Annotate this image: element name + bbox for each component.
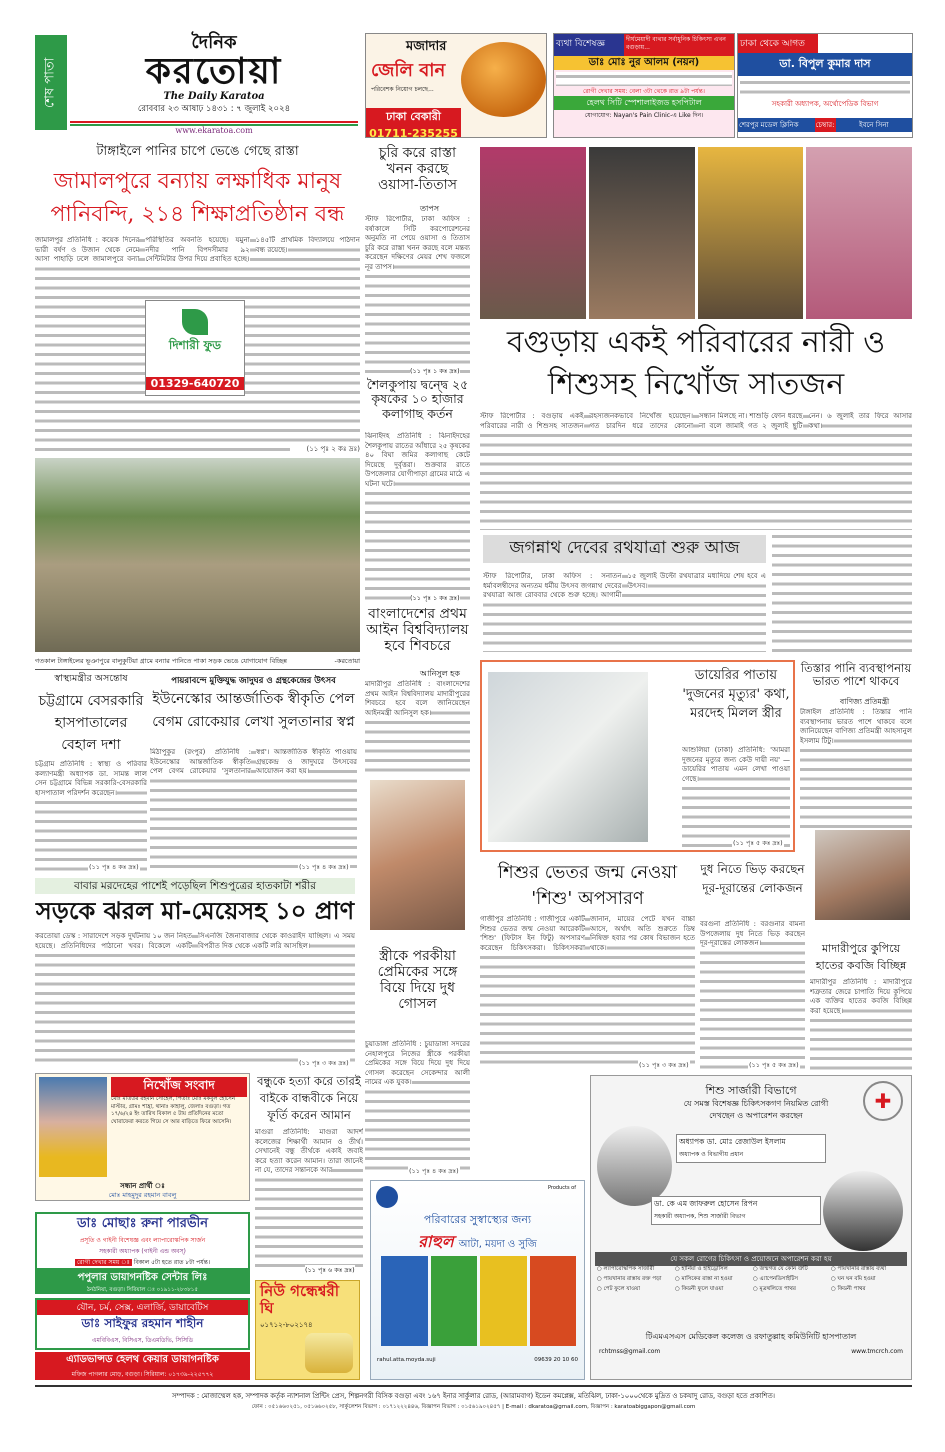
road-kicker: বাবার মরদেহের পাশেই পড়েছিল শিশুপুত্রের হাতকাটা শরীর bbox=[35, 878, 355, 894]
doctor-2-name: ডা. কে এম জাফরুল হোসেন রিপন bbox=[654, 1199, 758, 1208]
wasa-byline: তাপস bbox=[420, 204, 440, 213]
fetus-cont[interactable]: (১১ পৃঃ ৩ কঃ দ্রঃ) bbox=[639, 1061, 689, 1069]
ad-dr-saifur[interactable] bbox=[35, 1298, 250, 1350]
hospital-cont[interactable]: (১১ পৃঃ ৪ কঃ দ্রঃ) bbox=[89, 863, 139, 871]
ad-time-label: রোগী দেখার সময় ঃ bbox=[77, 1259, 130, 1266]
ad-phone: ০১৭১২-৮০২১৭৪ bbox=[260, 1321, 313, 1329]
ad-phone: 01329-640720 bbox=[146, 377, 244, 390]
ad-subtitle: যে সমস্ত বিশেষজ্ঞ চিকিৎসকগণ নিয়মিত রোগী দেখছেন ও অপারেশন করছেন bbox=[683, 1099, 829, 1120]
milkline-headline[interactable]: দুধ নিতে ভিড় করছেন দূর-দূরান্তের লোকজন bbox=[700, 862, 805, 895]
ad-seeker: সন্ধান প্রার্থী ঃ bbox=[120, 1182, 165, 1190]
diary-headline[interactable]: ডায়েরির পাতায় 'দুজনের মৃত্যুর' কথা, মরদেহ মিলল স্ত্রীর bbox=[682, 668, 790, 721]
teesta-body: টাঙ্গাইল প্রতিনিধি : তিস্তার পানি ব্যবস্থাপনায় ভারত পাশে থাকবে বলে জানিয়েছেন বাণিজ্য প্রতিমন্ত্রী আহসানুল ইসলাম টিটু। bbox=[800, 708, 912, 828]
ad-seeker-name: মোঃ মাহমুদুর রহমান বাবলু bbox=[108, 1191, 177, 1199]
product-packs-image bbox=[381, 1256, 576, 1346]
hospital-logo: ✚ bbox=[863, 1081, 903, 1121]
ad-dr-runa[interactable] bbox=[35, 1212, 250, 1270]
chamber-2: ইবনে সিনা bbox=[858, 121, 889, 129]
doctor-2-post: সহকারী অধ্যাপক, শিশু সার্জারী বিভাগ bbox=[654, 1213, 746, 1220]
masthead-date: রোববার ২৩ আষাঢ় ১৪৩১ : ৭ জুলাই ২০২৪ bbox=[137, 104, 291, 114]
diary-box bbox=[480, 660, 795, 852]
groom-photo bbox=[370, 780, 465, 930]
banana-body: ঝিনাইদহ প্রতিনিধি : ঝিনাইদহের শৈলকুপায় রাতের আঁধারে ২৫ কৃষকের ৪০ বিঘা জমির কলাগাছ কেটে দিয়েছে দুর্বৃত্তরা। শুক্রবার রাতে উপজেলার যোগীপাড়া গ্রামের মাঠে এ ঘটনা ঘটে। bbox=[365, 432, 470, 602]
ad-tag: যৌন, চর্ম, সেক্স, এলার্জি, ডায়াবেটিস bbox=[37, 1300, 248, 1315]
ad-tag: ব্যথা বিশেষজ্ঞ bbox=[554, 34, 624, 56]
photo-credit: -করতোয়া bbox=[334, 657, 360, 665]
doctor-2-photo bbox=[823, 1171, 903, 1251]
road-cont[interactable]: (১১ পৃঃ ৩ কঃ দ্রঃ) bbox=[299, 1059, 349, 1067]
bun-image bbox=[461, 42, 546, 117]
ad-dishari-food[interactable] bbox=[145, 300, 245, 396]
ad-contact: মফিজ পাগলার মোড়, বগুড়া। সিরিয়াল: ০১৭৩৯-২২৫৭৭২ bbox=[71, 1371, 214, 1378]
footer bbox=[35, 1385, 912, 1412]
disease-item: ○ ল্যাপারোস্কপিক সার্জারী bbox=[597, 1266, 655, 1272]
ad-doctor: ডাঃ সাইফুর রহমান শাহীন bbox=[81, 1316, 204, 1330]
ad-doctor: ডাঃ মোছাঃ রুনা পারভীন bbox=[76, 1216, 209, 1231]
ad-title: নিখোঁজ সংবাদ bbox=[111, 1077, 247, 1097]
lawuni-byline: আনিসুল হক bbox=[420, 669, 460, 678]
ad-brand: দিশারী ফুড bbox=[168, 338, 222, 352]
ad-jelly-bun[interactable] bbox=[365, 33, 547, 138]
ad-text: মোঃ মতিউর রহমান সোহেল, পিতাঃ মোঃ মকবুল হোসেন মাস্টার, গ্রামঃ শাহ্রা, থানাঃ কাহালু, জেলাঃ বগুড়া। গত ১৭/৬/২৪ ইং তারিখ বিকাল ৫ টায় প্রতিদিনের মতো ঘোরাফেরা করতে গিয়ে সে আর বাড়িতে ফিরে আসেনি। bbox=[111, 1096, 236, 1125]
rath-headline[interactable]: জগন্নাথ দেবের রথযাত্রা শুরু আজ bbox=[483, 535, 766, 563]
ad-time: বিকাল ৫টা হতে রাত ৮টা পর্যন্ত। bbox=[133, 1259, 210, 1266]
missing-headline[interactable]: বগুড়ায় একই পরিবারের নারী ও শিশুসহ নিখোঁজ সাতজন bbox=[506, 325, 886, 402]
madaripur-body: মাদারীপুর প্রতিনিধি : মাদারীপুরে শত্রুতার জেরে চাপাতি দিয়ে কুপিয়ে এক ব্যক্তির হাতের কবজি বিচ্ছিন্ন করা হয়েছে। bbox=[810, 978, 912, 1070]
fetus-headline[interactable]: শিশুর ভেতর জন্ম নেওয়া 'শিশু' অপসারণ bbox=[497, 862, 678, 909]
ad-missing-notice[interactable] bbox=[35, 1073, 250, 1201]
ad-ghee[interactable] bbox=[255, 1280, 360, 1380]
disease-item: ○ পায়খানার রাস্তায় ব্যথা bbox=[831, 1266, 886, 1272]
flood-photo bbox=[35, 458, 360, 652]
milkline-cont[interactable]: (১১ পৃঃ ৫ কঃ দ্রঃ) bbox=[749, 1061, 799, 1069]
wasa-cont[interactable]: (১১ পৃঃ ১ কঃ দ্রঃ) bbox=[410, 367, 460, 375]
wasa-headline[interactable]: চুরি করে রাস্তা খনন করছে ওয়াসা-তিতাস bbox=[378, 145, 457, 194]
ad-hospital: হেলথ সিটি স্পেশালাইজড হসপিটাল bbox=[554, 96, 734, 110]
ad-pain-specialist[interactable] bbox=[553, 33, 735, 138]
flood-body: জামালপুর প্রতিনিধি : কয়েক দিনের ভারী বর্ষণ ও উজান থেকে নেমে আসা পাহাড়ি ঢলে জামালপুরে বন্যা পরিস্থিতির অবনতি হয়েছে। যমুনা নদীর পানি বিপদসীমার ৯২ সেন্টিমিটার উপর দিয়ে প্রবাহিত হচ্ছে। ১৪৫টি প্রাথমিক বিদ্যালয়ে পাঠদান বন্ধ রয়েছে। bbox=[35, 236, 360, 454]
ad-web[interactable]: www.tmcrch.com bbox=[851, 1348, 903, 1355]
ad-title: মজাদার bbox=[406, 39, 447, 54]
hospital-body: চট্টগ্রাম প্রতিনিধি : স্বাস্থ্য ও পরিবার কল্যাণমন্ত্রী অধ্যাপক ডা. সামন্ত লাল সেন চট্টগ্রামে বিভিন্ন সরকারি-বেসরকারি হাসপাতাল পরিদর্শন করেছেন। bbox=[35, 760, 147, 872]
doctor-1-post: অধ্যাপক ও বিভাগীয় প্রধান bbox=[679, 1151, 744, 1158]
friend-headline[interactable]: বন্ধুকে হত্যা করে তারই বাইকে বান্ধবীকে নিয়ে ফূর্তি করেন আমান bbox=[257, 1074, 361, 1122]
unesco-headline[interactable]: ইউনেস্কোর আন্তর্জাতিক স্বীকৃতি পেল বেগম রোকেয়ার লেখা সুলতানার স্বপ্ন bbox=[152, 691, 355, 730]
missing-body: স্টাফ রিপোর্টার : বগুড়ায় একই পরিবারের নারী ও শিশুসহ সাতজন রহস্যজনকভাবে নিখোঁজ হয়েছেন। গত চারদিন ধরে তাদের কোনো সন্ধান মিলছে না। শাশুড়ি ফোন ধরছে না বলে জামাই গত ২ জুলাই ছুটি নেন। ৬ জুলাই তার ফিরে আসার কথা। bbox=[480, 412, 912, 530]
friend-body: মাগুরা প্রতিনিধি: মাগুরা আদর্শ কলেজের শিক্ষার্থী আমান ও তীর্থ। সেখানেই বন্ধু তীর্থকে একাই জবাই করে হত্যা করেন আমান। তারা জানেই না যে, তাদের সন্তানকে আর bbox=[255, 1128, 363, 1273]
lawuni-headline[interactable]: বাংলাদেশের প্রথম আইন বিশ্ববিদ্যালয় হবে শিবচরে bbox=[366, 606, 469, 655]
disease-item: ○ পায়খানার রাস্তায় রক্ত পড়া bbox=[597, 1276, 662, 1282]
ad-product: জেলি বান bbox=[371, 60, 446, 81]
diary-body: আশুলিয়া (ঢাকা) প্রতিনিধি: 'আমরা দুজনের মৃত্যুর জন্য কেউ দায়ী নয়' — ডায়েরির পাতায় এমন লেখা পাওয়া গেছে। bbox=[682, 746, 790, 848]
missing-body-cont bbox=[772, 532, 912, 652]
victim-photo bbox=[815, 830, 910, 920]
ad-dr-bipul[interactable] bbox=[737, 33, 913, 138]
milk-bath-body: চুয়াডাঙ্গা প্রতিনিধি : চুয়াডাঙ্গা সদরের নেহালপুরে নিজের স্ত্রীকে পরকীয়া প্রেমিকের সঙ্গে বিয়ে দিয়ে দুধ দিয়ে গোসল করেছেন সেকেন্দার আলী নামের এক যুবক। bbox=[365, 1040, 470, 1175]
teesta-headline[interactable]: তিস্তার পানি ব্যবস্থাপনায় ভারত পাশে থাকবে bbox=[800, 661, 912, 689]
ghee-jar-image bbox=[305, 1333, 353, 1373]
disease-list bbox=[597, 1266, 905, 1294]
hospital-headline[interactable]: চট্টগ্রামে বেসরকারি হাসপাতালের বেহাল দশা bbox=[38, 693, 144, 753]
ad-title: শিশু সার্জারী বিভাগে bbox=[705, 1084, 797, 1097]
disease-item: ○ হার্নিয়া ও হাইড্রোসিল bbox=[675, 1266, 728, 1272]
flood-headline[interactable]: জামালপুরে বন্যায় লক্ষাধিক মানুষ পানিবন্দি, ২১৪ শিক্ষাপ্রতিষ্ঠান বন্ধ bbox=[50, 169, 345, 227]
ad-degrees: এমবিবিএস, বিসিএস, ডিএমডিভি, সিসিডি bbox=[91, 1337, 194, 1344]
ad-doctor: ডা. বিপুল কুমার দাস bbox=[738, 53, 912, 76]
ad-spec: প্রসূতি ও গাইনী বিশেষজ্ঞ এবং ল্যাপারোস্কপিক সার্জন bbox=[79, 1237, 206, 1244]
banana-headline[interactable]: শৈলকুপায় দ্বন্দ্বে ২৫ কৃষকের ১০ হাজার কলাগাছ কর্তন bbox=[366, 377, 469, 421]
doctor-1-name: অধ্যাপক ডা. মোঃ রেজাউল ইসলাম bbox=[679, 1137, 786, 1146]
flood-kicker: টাঙ্গাইলে পানির চাপে ভেঙে গেছে রাস্তা bbox=[96, 144, 299, 159]
ad-tagline: পরিবারের সুস্বাস্থ্যের জন্য bbox=[423, 1213, 532, 1226]
ad-name: এ্যাডভান্সড হেলথ কেয়ার ডায়াগনষ্টিক bbox=[66, 1354, 219, 1365]
ad-post: সহকারী অধ্যাপক, অর্থোপেডিক বিভাগ bbox=[771, 100, 879, 108]
fetus-body: গাজীপুর প্রতিনিধি : গাজীপুরে একটি শিশুর ভেতর জন্ম নেওয়া আরেকটি 'শিশু' (ফিটাস ইন ফিটু) অপসারণ করেছেন চিকিৎসকরা। চিকিৎসকরা জানান, মায়ের পেটে যখন বাচ্চা আসে, অর্থাৎ অতি শুরুতে ডিম্ব নিষিক্ত হবার পর কোষ বিভাজন হতে থাকে। bbox=[480, 915, 695, 1070]
ad-time: রোগী দেখার সময়: বেলা ৩টা থেকে রাত ৯টা পর্যন্ত। bbox=[583, 88, 705, 95]
footer-imprint: সম্পাদক : মোজাম্মেল হক, সম্পাদক কর্তৃক ন্যাশনাল প্রিন্টিং প্রেস, শিল্পনগরী বিসিক বগুড়া এবং ১৬৭ ইনার সার্কুলার রোড, (আরামবাগ) ইডেন কমপ্লেক্স, মতিঝিল, ঢাকা-১০০০থেকে মুদ্রিত ও চকযাদু রোড, বগুড়া হতে প্রকাশিত। bbox=[172, 1392, 775, 1400]
ad-popular-diagnostic[interactable] bbox=[35, 1270, 250, 1294]
disease-list-title: যে সকল রোগের চিকিৎসা ও প্রয়োজনে অপারেশন করা হয় bbox=[595, 1252, 907, 1266]
ad-email[interactable]: rchtmss@gmail.com bbox=[599, 1348, 661, 1355]
disease-item: ○ মূত্রথলিতে পাথর bbox=[753, 1286, 796, 1292]
rath-body: স্টাফ রিপোর্টার, ঢাকা অফিস : সনাতন ধর্মাবলম্বীদের অন্যতম ধর্মীয় উৎসব জগন্নাথ দেবের রথযাত্রা আজ রোববার থেকে শুরু হচ্ছে। আগামী ১৫ জুলাই উল্টো রথযাত্রার মধ্যদিয়ে শেষ হবে এ উৎসব। bbox=[483, 572, 766, 652]
friend-cont[interactable]: (১১ পৃঃ ৬ কঃ দ্রঃ) bbox=[305, 1266, 355, 1274]
ad-name: পপুলার ডায়াগনষ্টিক সেন্টার লিঃ bbox=[77, 1272, 208, 1283]
ad-products-of: Products of bbox=[548, 1185, 576, 1191]
wasa-body: স্টাফ রিপোর্টার, ঢাকা অফিস : বর্ষাকালে সিটি করপোরেশনের অনুমতি না পেয়ে ওয়াসা ও তিতাস চুরি করে রাস্তা খনন করছে বলে মন্তব্য করেছেন দক্ষিণের মেয়র শেখ ফজলে নূর তাপস। bbox=[365, 215, 470, 375]
milk-bath-cont[interactable]: (১১ পৃঃ ৪ কঃ দ্রঃ) bbox=[409, 1167, 459, 1175]
teesta-byline: বাণিজ্য প্রতিমন্ত্রী bbox=[840, 697, 890, 706]
masthead-logo: করতোয়া bbox=[145, 51, 283, 92]
ad-brand: ঢাকা বেকারী bbox=[386, 110, 441, 123]
milkline-body: বরগুনা প্রতিনিধি : বরগুনার বামনা উপজেলায় দুধ নিতে ভিড় করছেন দূর-দূরান্তের লোকজন। bbox=[700, 920, 805, 1070]
ad-brand: নিউ গন্ধেশ্বরী ঘি bbox=[260, 1282, 339, 1317]
disease-item: ○ মাসিকের রাস্তা না হওয়া bbox=[675, 1276, 733, 1282]
ad-post: সহকারী অধ্যাপক (গাইনী এন্ড অবস্) bbox=[99, 1248, 186, 1255]
flood-caption: গতকাল টাঙ্গাইলের ভূঞাপুরে বালুকুটিয়া গ্রামে বন্যার পানিতে পাকা সড়ক ভেঙে যোগাযোগ বিচ্ছিন্ন bbox=[35, 657, 287, 665]
ad-phone: 09639 20 10 60 bbox=[534, 1357, 578, 1363]
diary-cont[interactable]: (১১ পৃঃ ৫ কঃ দ্রঃ) bbox=[733, 839, 783, 847]
ad-items: আটা, ময়দা ও সুজি bbox=[458, 1239, 537, 1250]
unesco-cont[interactable]: (১১ পৃঃ ৪ কঃ দ্রঃ) bbox=[299, 863, 349, 871]
lawuni-body: মাদারীপুর প্রতিনিধি : বাংলাদেশের প্রথম আইন বিশ্ববিদ্যালয় মাদারীপুরের শিবচরে হবে বলে জানিয়েছেন আইনমন্ত্রী আনিসুল হক। bbox=[365, 680, 470, 775]
disease-item: ○ জন্মগত যে কোন ত্রুটি bbox=[753, 1266, 808, 1272]
disease-item: ○ ঘন ঘন বমি হওয়া bbox=[831, 1276, 876, 1282]
ad-contact: ঠনঠনিয়া, বগুড়া। সিরিয়াল ঃ ০১৯১১-২৮৩৮১৫ bbox=[87, 1287, 198, 1293]
banana-cont[interactable]: (১১ পৃঃ ১ কঃ দ্রঃ) bbox=[410, 594, 460, 602]
diary-photo bbox=[488, 672, 648, 842]
missing-photos bbox=[480, 147, 912, 319]
chamber-label: চেম্বার: bbox=[815, 118, 836, 132]
ad-tag: ঢাকা থেকে আগত bbox=[738, 34, 818, 53]
ad-web[interactable]: rahul.atta.moyda.suji bbox=[377, 1357, 436, 1363]
ad-phone: 01711-235255 bbox=[369, 127, 458, 138]
unesco-kicker: পায়রাবন্দে মুক্তিযুদ্ধ জাদুঘর ও গ্রন্থকেন্দ্রের উৎসব bbox=[171, 676, 336, 686]
masthead-daily: দৈনিক bbox=[191, 32, 237, 53]
disease-item: ○ এ্যাপেনডিসাইটিস bbox=[753, 1276, 799, 1282]
ad-footer: যোগাযোগ: Nayan's Pain Clinic-এ Like দিন। bbox=[584, 112, 704, 119]
ad-advanced-health[interactable] bbox=[35, 1352, 250, 1380]
disease-item: ○ পেট ফুলে যাওয়া bbox=[597, 1286, 640, 1292]
ad-doctor: ডাঃ মোঃ নুর আলম (নয়ন) bbox=[554, 56, 734, 70]
footer-contact: ফোন : ০৫১৬৬০২৫১, ০৫১৬৬০২৫৮, সার্কুলেশন বিভাগ : ০১৭১২২২৪৪৬, বিজ্ঞাপন বিভাগ : ০১৫৬১৯০২৪৫৭ | E-mail : dkaratoa@gmail.com, বিজ্ঞাপন : karatoabiggapon@gmail.com bbox=[251, 1404, 696, 1410]
disease-item: ○ কিডনী ফুলে যাওয়া bbox=[675, 1286, 724, 1292]
anniversary-logo bbox=[376, 1186, 398, 1208]
ad-pediatric-surgery[interactable] bbox=[590, 1075, 912, 1380]
madaripur-headline[interactable]: মাদারীপুরে কুপিয়ে হাতের কবজি বিচ্ছিন্ন bbox=[815, 942, 907, 972]
leaf-icon bbox=[182, 309, 208, 335]
ad-brand: রাহুল bbox=[418, 1232, 454, 1251]
missing-person-photo bbox=[39, 1077, 107, 1177]
chamber-1: শেরপুর মডেল ক্লিনিক bbox=[739, 121, 799, 129]
ad-rahul[interactable] bbox=[370, 1180, 585, 1380]
hospital-kicker: স্বাস্থ্যমন্ত্রীর অসন্তোষ bbox=[54, 673, 128, 684]
section-label: শেষ পাতা bbox=[35, 35, 67, 130]
milk-bath-headline[interactable]: স্ত্রীকে পরকীয়া প্রেমিকের সঙ্গে বিয়ে দিয়ে দুধ গোসল bbox=[377, 948, 458, 1013]
website-link[interactable]: www.ekaratoa.com bbox=[172, 126, 255, 135]
ad-note: পরিবেশক নিয়োগ চলছে... bbox=[371, 86, 434, 93]
road-headline[interactable]: সড়কে ঝরল মা-মেয়েসহ ১০ প্রাণ bbox=[35, 896, 355, 925]
masthead bbox=[68, 33, 360, 133]
unesco-body: মিঠাপুকুর (রংপুর) প্রতিনিধি : ইউনেস্কোর আন্তর্জাতিক স্বীকৃতি পেল বেগম রোকেয়ার 'সুলতানার স্বপ্ন'। আন্তর্জাতিক স্বীকৃতি পাওয়ায় গ্রন্থকেন্দ্র ও জাদুঘরে উৎসবের আয়োজন করা হয়। bbox=[150, 748, 357, 872]
doctor-1-photo bbox=[597, 1126, 672, 1206]
road-body: করতোয়া ডেস্ক : সারাদেশে সড়ক দুর্ঘটনায় ১০ জন নিহত হয়েছে। প্রতিনিধিদের পাঠানো খবর। বিকেলে একটি সিএনজি জৈনাবাজার থেকে কাওরাইদ যাচ্ছিল। এ সময় বিপরীত দিক থেকে একটি লরি আসছিল। bbox=[35, 932, 355, 1068]
masthead-english: The Daily Karatoa bbox=[163, 91, 265, 102]
ad-hospital: টিএমএসএস মেডিকেল কলেজ ও রফাতুল্লাহ কমিউনিটি হাসপাতাল bbox=[645, 1332, 857, 1341]
ad-headline: দীর্ঘমেয়াদী ব্যথার সর্বাধুনিক চিকিৎসা এখন বগুড়ায়... bbox=[624, 34, 734, 56]
flood-cont[interactable]: (১১ পৃঃ ২ কঃ দ্রঃ) bbox=[290, 445, 360, 455]
disease-item: ○ কিডনী পাথর bbox=[831, 1286, 866, 1292]
